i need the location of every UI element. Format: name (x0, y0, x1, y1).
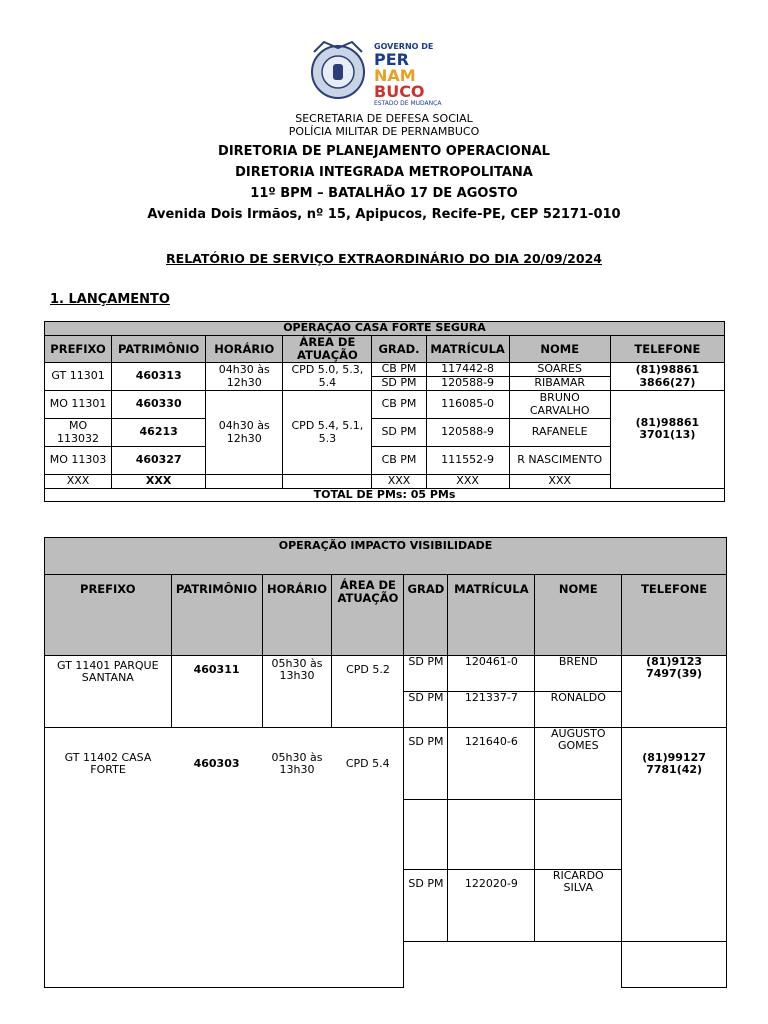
cell-empty (332, 942, 404, 988)
col-area: ÁREA DE ATUAÇÃO (283, 336, 372, 363)
cell-matricula: 120588-9 (426, 419, 509, 447)
cell-empty (404, 800, 448, 870)
cell-prefixo: GT 11401 PARQUE SANTANA (45, 656, 172, 728)
cell-area: CPD 5.4 (345, 757, 390, 770)
cell-telefone: (81)9123 7497(39) (622, 656, 727, 728)
cell-empty (404, 942, 448, 988)
cell-prefixo: MO 11301 (45, 391, 112, 419)
cell-horario: 04h30 às 12h30 (206, 363, 283, 391)
cell-prefixo: MO 113032 (45, 419, 112, 447)
operation-title: OPERAÇÃO IMPACTO VISIBILIDADE (45, 538, 727, 575)
cell-grad: SD PM (404, 870, 448, 942)
cell-matricula: 120588-9 (426, 377, 509, 391)
cell-area: CPD 5.2 (332, 656, 404, 728)
section-title: 1. LANÇAMENTO (50, 292, 170, 307)
svg-text:NAM: NAM (374, 66, 416, 85)
cell-nome: RONALDO (535, 692, 622, 728)
table-row (45, 391, 725, 419)
table-row (45, 942, 727, 988)
cell-grad: SD PM (372, 419, 426, 447)
col-matricula: MATRÍCULA (448, 575, 535, 656)
cell-prefixo: XXX (45, 475, 112, 489)
cell-grad: CB PM (372, 391, 426, 419)
cell-nome: AUGUSTO GOMES (535, 728, 622, 800)
cell-nome: SOARES (509, 363, 610, 377)
cell-prefixo: GT 11402 CASA FORTE (45, 728, 172, 942)
cell-matricula: 121337-7 (448, 692, 535, 728)
cell-matricula: 116085-0 (426, 391, 509, 419)
col-telefone: TELEFONE (622, 575, 727, 656)
cell-grad: XXX (372, 475, 426, 489)
cell-empty (448, 800, 535, 870)
svg-text:BUCO: BUCO (374, 82, 425, 101)
table-casa-forte (44, 321, 725, 502)
cell-patrimonio: 460303 (193, 757, 240, 770)
col-prefixo: PREFIXO (45, 336, 112, 363)
cell-grad: CB PM (372, 447, 426, 475)
report-title: RELATÓRIO DE SERVIÇO EXTRAORDINÁRIO DO DIA 20/09/2024 (166, 251, 602, 266)
cell-matricula: 120461-0 (448, 656, 535, 692)
cell-nome: RIBAMAR (509, 377, 610, 391)
table-row (45, 656, 727, 692)
col-matricula: MATRÍCULA (426, 336, 509, 363)
cell-empty (283, 475, 372, 489)
cell-matricula: 121640-6 (448, 728, 535, 800)
table-header (45, 575, 727, 656)
col-area: ÁREA DE ATUAÇÃO (332, 575, 404, 656)
cell-grad: SD PM (404, 656, 448, 692)
cell-area: CPD 5.0, 5.3, 5.4 (283, 363, 372, 391)
cell-patrimonio: 460313 (112, 363, 206, 391)
cell-horario: 04h30 às 12h30 (206, 391, 283, 475)
cell-nome: XXX (509, 475, 610, 489)
svg-text:PER: PER (374, 50, 409, 69)
cell-grad: CB PM (372, 363, 426, 377)
cell-prefixo: MO 11303 (45, 447, 112, 475)
pernambuco-logo (306, 38, 458, 106)
cell-empty (622, 942, 727, 988)
cell-horario: 05h30 às 13h30 (271, 751, 323, 777)
cell-prefixo: GT 11301 (45, 363, 112, 391)
cell-patrimonio: 460330 (112, 391, 206, 419)
cell-telefone: (81)98861 3866(27) (610, 363, 724, 391)
header-line1: SECRETARIA DE DEFESA SOCIAL (295, 112, 473, 125)
cell-empty (206, 475, 283, 489)
cell-nome: BREND (535, 656, 622, 692)
cell-empty (262, 942, 332, 988)
cell-matricula: 117442-8 (426, 363, 509, 377)
cell-telefone: (81)99127 7781(42) (622, 728, 727, 942)
header-line3: DIRETORIA DE PLANEJAMENTO OPERACIONAL (218, 144, 550, 159)
header-line5: 11º BPM – BATALHÃO 17 DE AGOSTO (250, 186, 518, 201)
cell-grad: SD PM (372, 377, 426, 391)
svg-text:GOVERNO DE: GOVERNO DE (374, 42, 434, 51)
header-address: Avenida Dois Irmãos, nº 15, Apipucos, Recife-PE, CEP 52171-010 (147, 207, 621, 222)
col-nome: NOME (535, 575, 622, 656)
col-horario: HORÁRIO (206, 336, 283, 363)
cell-matricula: 122020-9 (448, 870, 535, 942)
cell-telefone: (81)98861 3701(13) (610, 391, 724, 489)
col-horario: HORÁRIO (262, 575, 332, 656)
cell-grad: SD PM (404, 692, 448, 728)
cell-empty (171, 942, 262, 988)
col-patrimonio: PATRIMÔNIO (171, 575, 262, 656)
cell-grad: SD PM (404, 728, 448, 800)
header-line4: DIRETORIA INTEGRADA METROPOLITANA (235, 165, 533, 180)
cell-patrimonio: XXX (112, 475, 206, 489)
cell-empty (535, 800, 622, 870)
cell-nome: RAFANELE (509, 419, 610, 447)
col-grad: GRAD (404, 575, 448, 656)
cell-patrimonio: 460311 (171, 656, 262, 728)
col-prefixo: PREFIXO (45, 575, 172, 656)
table-row (45, 363, 725, 377)
total-pms: TOTAL DE PMs: 05 PMs (45, 489, 725, 502)
cell-matricula: XXX (426, 475, 509, 489)
cell-empty (448, 942, 535, 988)
table-header (45, 336, 725, 363)
header-line2: POLÍCIA MILITAR DE PERNAMBUCO (288, 125, 480, 138)
cell-nome: RICARDO SILVA (535, 870, 622, 942)
cell-patrimonio: 46213 (112, 419, 206, 447)
svg-text:ESTADO DE MUDANÇA: ESTADO DE MUDANÇA (374, 100, 442, 106)
col-patrimonio: PATRIMÔNIO (112, 336, 206, 363)
cell-area: CPD 5.4, 5.1, 5.3 (283, 391, 372, 475)
cell-matricula: 111552-9 (426, 447, 509, 475)
table-impacto-visibilidade (44, 537, 727, 988)
total-row (45, 489, 725, 502)
cell-patrimonio: 460327 (112, 447, 206, 475)
cell-nome: BRUNO CARVALHO (509, 391, 610, 419)
table-row (45, 728, 727, 800)
operation-title: OPERAÇÃO CASA FORTE SEGURA (45, 322, 725, 336)
col-telefone: TELEFONE (610, 336, 724, 363)
cell-empty (45, 942, 172, 988)
col-grad: GRAD. (372, 336, 426, 363)
cell-empty (535, 942, 622, 988)
col-nome: NOME (509, 336, 610, 363)
cell-horario: 05h30 às 13h30 (262, 656, 332, 728)
cell-nome: R NASCIMENTO (509, 447, 610, 475)
